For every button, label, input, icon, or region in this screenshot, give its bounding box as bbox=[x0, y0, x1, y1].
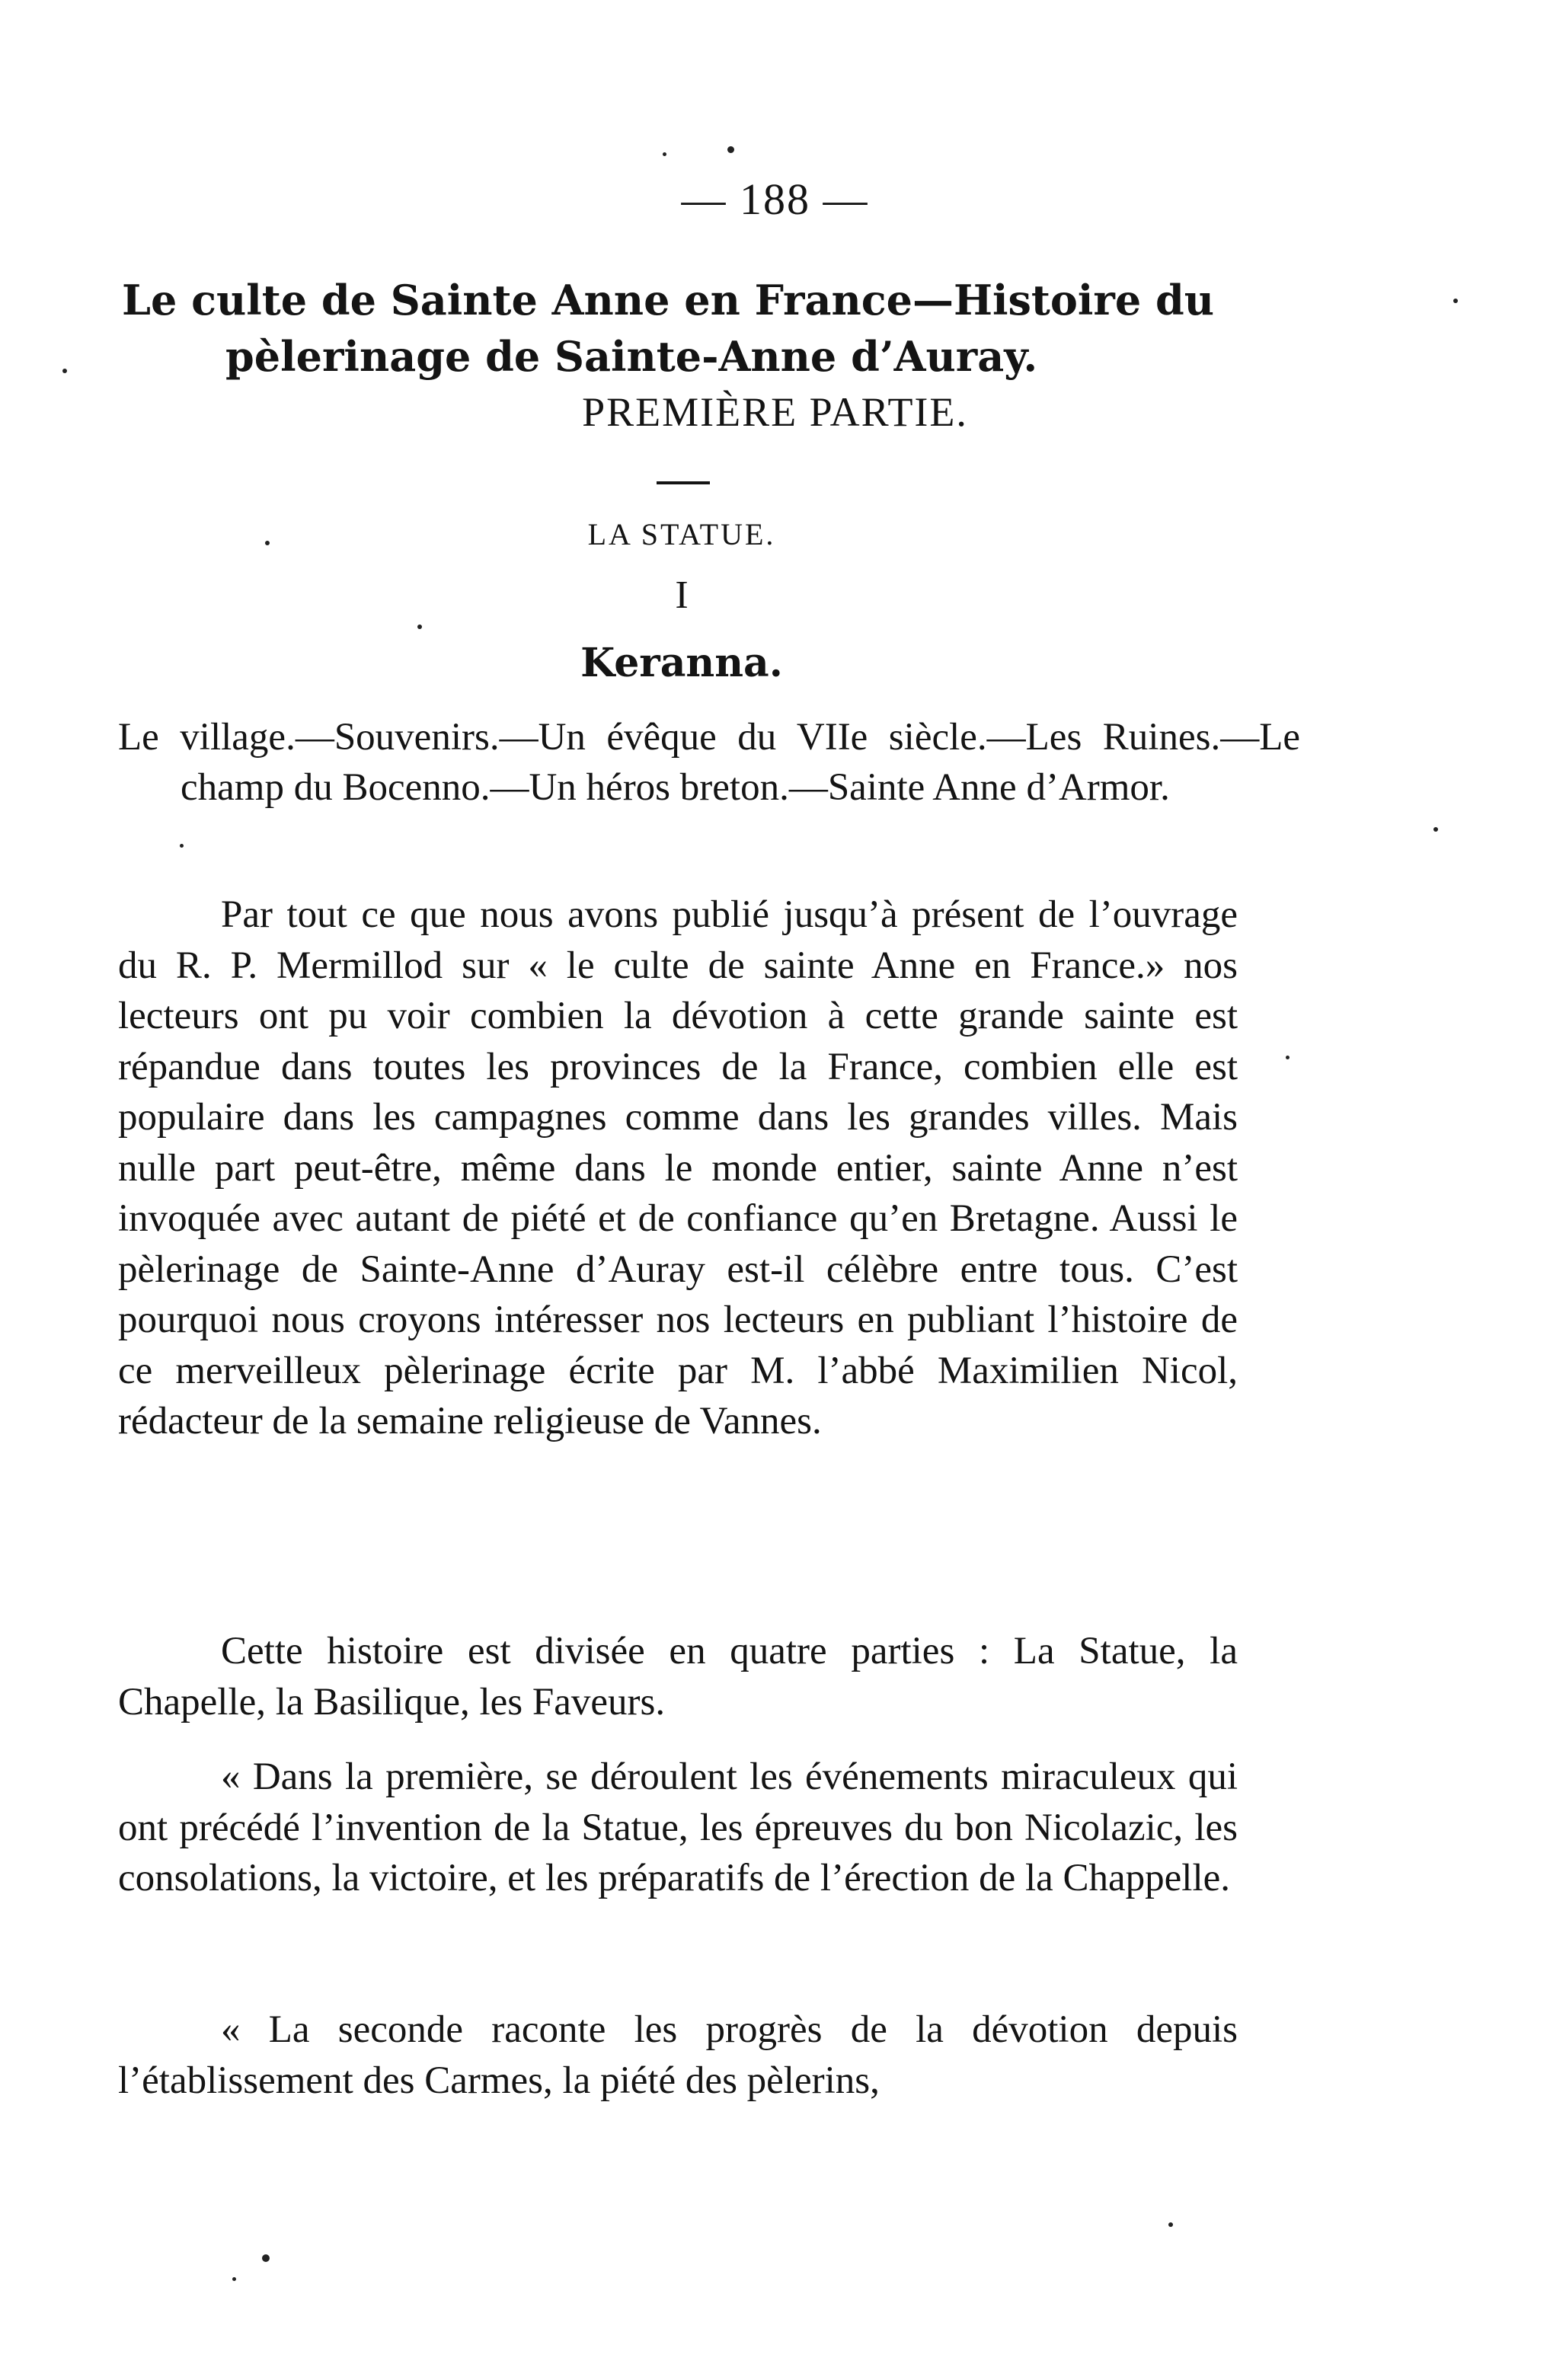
paragraph-1 bbox=[118, 890, 1238, 1447]
paragraph-text: « Dans la première, se déroulent les événements miraculeux qui ont précédé l’invention de la Statue, les épreuves du bon Nicolazic, les consolations, la victoire, et les préparatifs de l’érection de la Chappelle. bbox=[118, 1755, 1238, 1899]
paragraph-3 bbox=[118, 1752, 1238, 1904]
paragraph-text: Par tout ce que nous avons publié jusqu’à présent de l’ouvrage du R. P. Mermillod sur « le culte de sainte Anne en France.» nos lecteurs ont pu voir combien la dévotion à cette grande sainte est répandue dans toutes les provinces de la France, combien elle est populaire dans les campagnes comme dans les grandes villes. Mais nulle part peut-être, même dans le monde entier, sainte Anne n’est invoquée avec autant de piété et de confiance qu’en Bretagne. Aussi le pèlerinage de Sainte-Anne d’Auray est-il célèbre entre tous. C’est pourquoi nous croyons intéresser nos lecteurs en publiant l’histoire de ce merveilleux pèlerinage écrite par M. l’abbé Maximilien Nicol, rédacteur de la semaine religieuse de Vannes. bbox=[118, 893, 1238, 1442]
chapter-number: I bbox=[675, 573, 689, 617]
article-heading-line-1: Le culte de Sainte Anne en France—Histoire du bbox=[122, 276, 1215, 324]
section-title: LA STATUE. bbox=[587, 517, 776, 551]
article-heading-line-2: pèlerinage de Sainte-Anne d’Auray. bbox=[225, 332, 1038, 381]
chapter-summary: Le village.—Souvenirs.—Un évêque du VIIe siècle.—Les Ruines.—Le champ du Bocenno.—Un héros breton.—Sainte Anne d’Armor. bbox=[118, 716, 1300, 809]
page-number: — 188 — bbox=[681, 174, 869, 224]
chapter-title: Keranna. bbox=[580, 640, 783, 686]
paragraph-4 bbox=[118, 2005, 1238, 2106]
paragraph-2 bbox=[118, 1626, 1238, 1727]
paragraph-text: « La seconde raconte les progrès de la dévotion depuis l’établissement des Carmes, la piété des pèlerins, bbox=[118, 2008, 1238, 2102]
section-divider bbox=[657, 481, 710, 484]
part-title: PREMIÈRE PARTIE. bbox=[582, 389, 968, 435]
paragraph-text: Cette histoire est divisée en quatre parties : La Statue, la Chapelle, la Basilique, les Faveurs. bbox=[118, 1630, 1238, 1724]
